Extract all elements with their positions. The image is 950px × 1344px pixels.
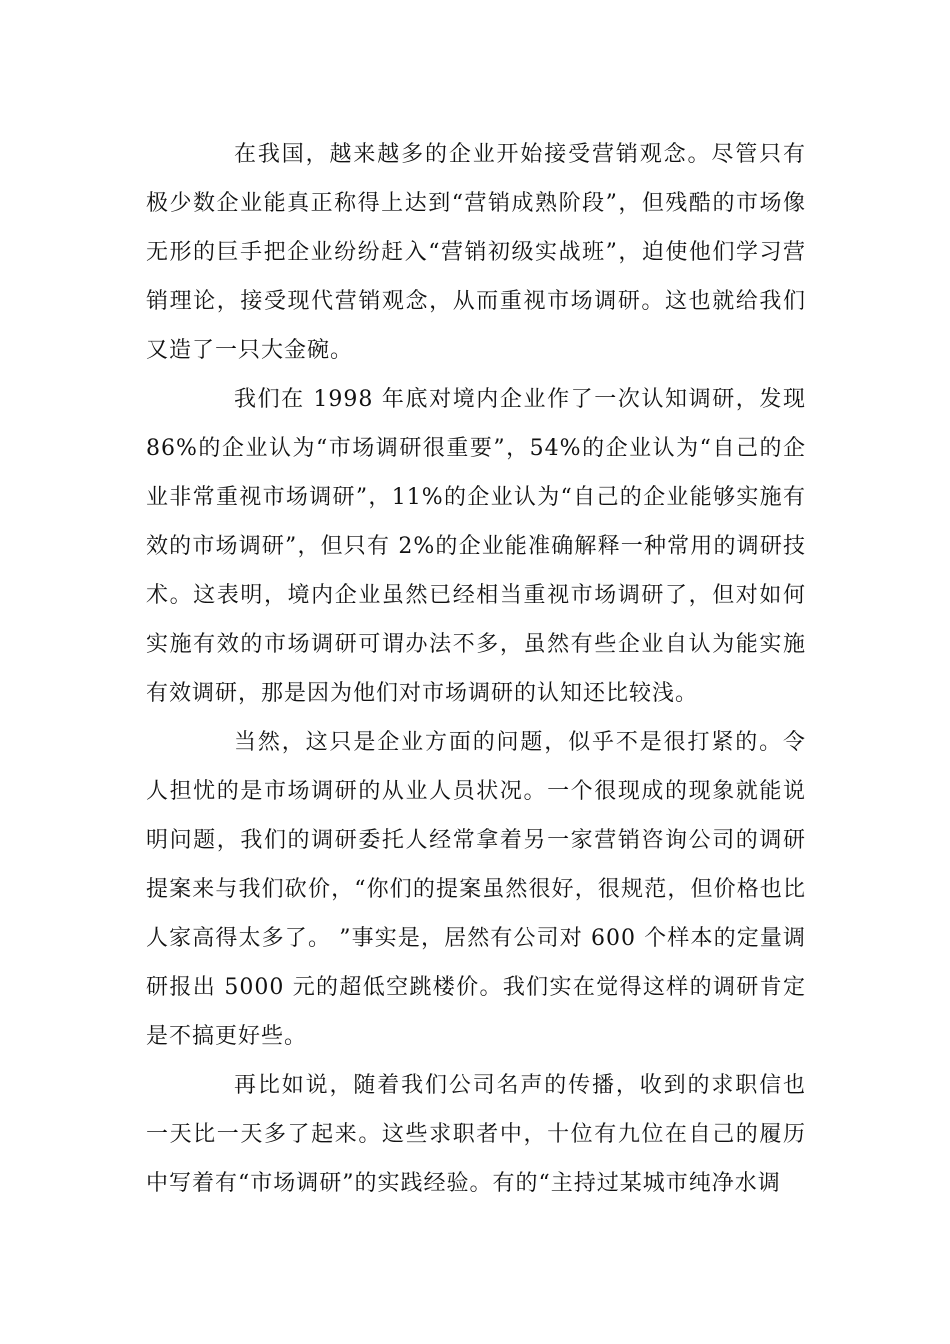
paragraph-4: 再比如说，随着我们公司名声的传播，收到的求职信也一天比一天多了起来。这些求职者中，十位有九位在自己的履历中写着有“市场调研”的实践经验。有的“主持过某城市纯净水调 (146, 1073, 806, 1196)
paragraph-1: 在我国，越来越多的企业开始接受营销观念。尽管只有极少数企业能真正称得上达到“营销成熟阶段”，但残酷的市场像无形的巨手把企业纷纷赶入“营销初级实战班”，迫使他们学习营销理论，接受现代营销观念，从而重视市场调研。这也就给我们又造了一只大金碗。 (146, 142, 806, 363)
paragraph-2: 我们在 1998 年底对境内企业作了一次认知调研，发现 86%的企业认为“市场调研很重要”，54%的企业认为“自己的企业非常重视市场调研”，11%的企业认为“自己的企业能够实施有效的市场调研”，但只有 2%的企业能准确解释一种常用的调研技术。这表明，境内企业虽然已经相当重视市场调研了，但对如何实施有效的市场调研可谓办法不多，虽然有些企业自认为能实施有效调研，那是因为他们对市场调研的认知还比较浅。 (146, 387, 806, 706)
document-body (146, 130, 806, 1208)
paragraph-3: 当然，这只是企业方面的问题，似乎不是很打紧的。令人担忧的是市场调研的从业人员状况。一个很现成的现象就能说明问题，我们的调研委托人经常拿着另一家营销咨询公司的调研提案来与我们砍价，“你们的提案虽然很好，很规范，但价格也比人家高得太多了。 ”事实是，居然有公司对 600 个样本的定量调研报出 5000 元的超低空跳楼价。我们实在觉得这样的调研肯定是不搞更好些。 (146, 730, 806, 1049)
